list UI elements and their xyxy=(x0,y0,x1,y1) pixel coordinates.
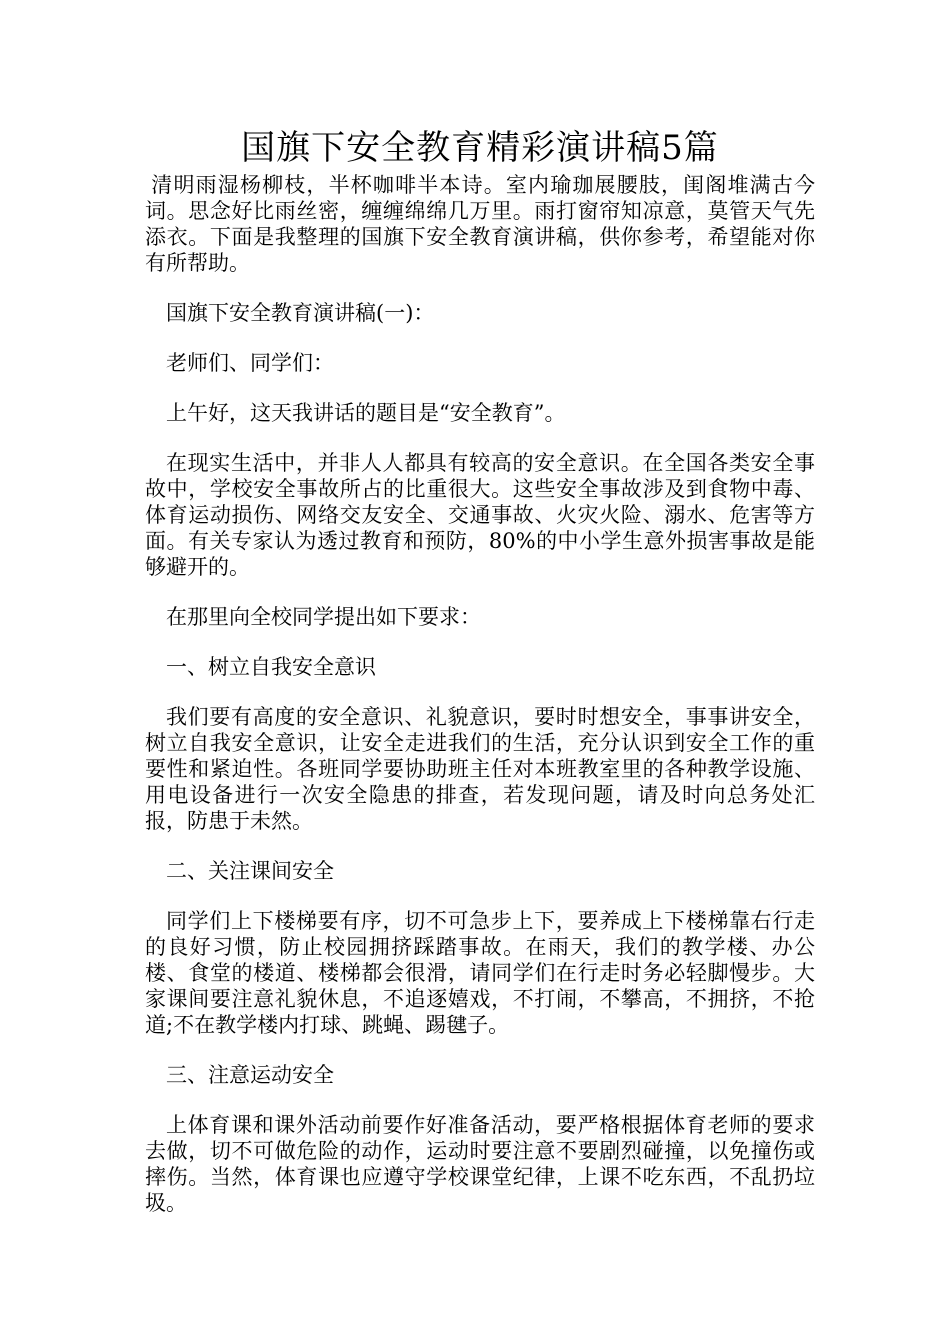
body-paragraph-1: 在现实生活中，并非人人都具有较高的安全意识。在全国各类安全事故中，学校安全事故所占的比重很大。这些安全事故涉及到食物中毒、体育运动损伤、网络交友安全、交通事故、火灾火险、溺水、危害等方面。有关专家认为透过教育和预防，80%的中小学生意外损害事故是能够避开的。 xyxy=(145,451,815,579)
body-paragraph-2: 在那里向全校同学提出如下要求： xyxy=(166,605,481,629)
point-2-title: 二、关注课间安全 xyxy=(166,859,334,883)
paragraph-gap xyxy=(145,884,815,908)
section-title: 国旗下安全教育演讲稿(一)： xyxy=(166,301,435,325)
paragraph-gap xyxy=(145,680,815,704)
point-1-text: 我们要有高度的安全意识、礼貌意识，要时时想安全，事事讲安全，树立自我安全意识，让安全走进我们的生活，充分认识到安全工作的重要性和紧迫性。各班同学要协助班主任对本班教室里的各种教学设施、用电设备进行一次安全隐患的排查，若发现问题，请及时向总务处汇报，防患于未然。 xyxy=(145,705,815,833)
paragraph-gap xyxy=(145,276,815,300)
point-1-title: 一、树立自我安全意识 xyxy=(166,655,376,679)
document-page xyxy=(145,126,815,1216)
paragraph-gap xyxy=(145,376,815,400)
point-2-text: 同学们上下楼梯要有序，切不可急步上下，要养成上下楼梯靠右行走的良好习惯，防止校园拥挤踩踏事故。在雨天，我们的教学楼、办公楼、食堂的楼道、楼梯都会很滑，请同学们在行走时务必轻脚慢步。大家课间要注意礼貌休息，不追逐嬉戏，不打闹，不攀高，不拥挤，不抢道;不在教学楼内打球、跳蝇、踢毽子。 xyxy=(145,909,815,1037)
greeting: 老师们、同学们： xyxy=(166,351,334,375)
opening-line: 上午好，这天我讲话的题目是“安全教育”。 xyxy=(166,401,566,425)
paragraph-gap xyxy=(145,834,815,858)
paragraph-gap xyxy=(145,630,815,654)
paragraph-gap xyxy=(145,1088,815,1112)
point-3-text: 上体育课和课外活动前要作好准备活动，要严格根据体育老师的要求去做，切不可做危险的动作，运动时要注意不要剧烈碰撞，以免撞伤或摔伤。当然，体育课也应遵守学校课堂纪律，上课不吃东西，不乱扔垃圾。 xyxy=(145,1113,815,1215)
paragraph-gap xyxy=(145,326,815,350)
paragraph-gap xyxy=(145,1038,815,1062)
intro-paragraph: 清明雨湿杨柳枝，半杯咖啡半本诗。室内瑜珈展腰肢，闺阁堆满古今词。思念好比雨丝密，缠缠绵绵几万里。雨打窗帘知凉意，莫管天气先添衣。下面是我整理的国旗下安全教育演讲稿，供你参考，希望能对你有所帮助。 xyxy=(145,173,815,275)
point-3-title: 三、注意运动安全 xyxy=(166,1063,334,1087)
paragraph-gap xyxy=(145,580,815,604)
document-title: 国旗下安全教育精彩演讲稿5篇 xyxy=(241,128,719,168)
paragraph-gap xyxy=(145,426,815,450)
